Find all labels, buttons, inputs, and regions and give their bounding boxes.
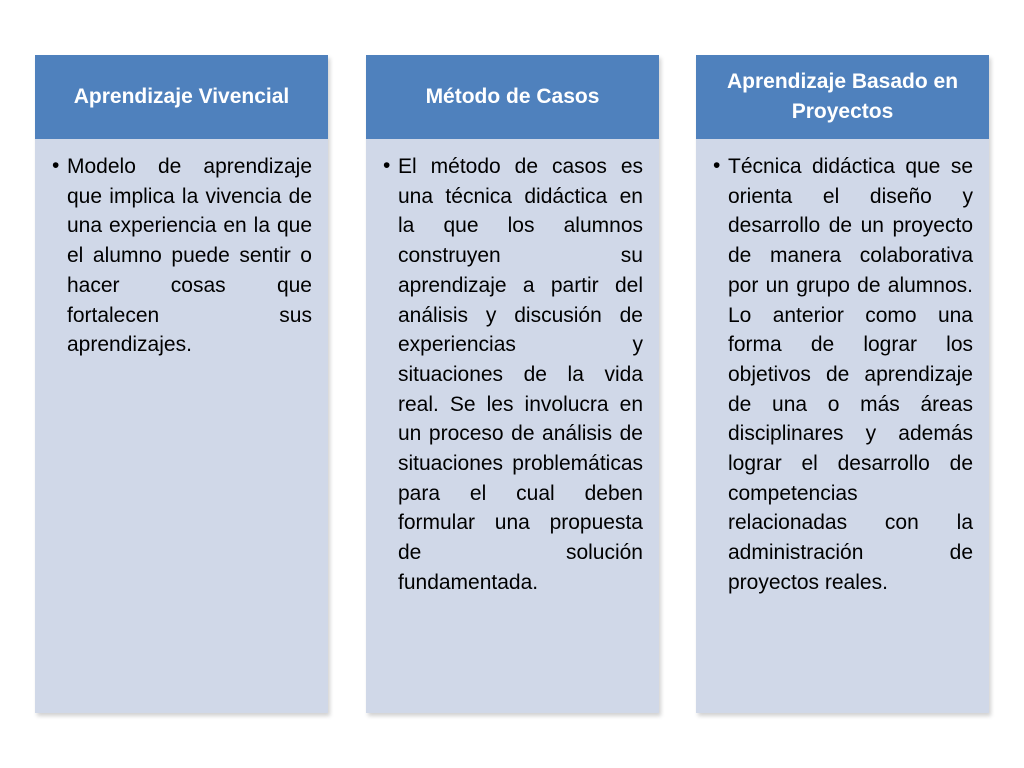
column-metodo-de-casos bbox=[366, 55, 659, 713]
bullet-marker: • bbox=[383, 154, 391, 177]
column-body bbox=[35, 139, 328, 360]
column-aprendizaje-vivencial bbox=[35, 55, 328, 713]
column-header: Método de Casos bbox=[366, 55, 659, 139]
bullet-marker: • bbox=[52, 154, 60, 177]
column-header: Aprendizaje Vivencial bbox=[35, 55, 328, 139]
column-aprendizaje-basado-en-proyectos bbox=[696, 55, 989, 713]
column-header: Aprendizaje Basado en Proyectos bbox=[696, 55, 989, 139]
column-text: Técnica didáctica que se orienta el diseño y desarrollo de un proyecto de manera colaborativa por un grupo de alumnos. Lo anterior como una forma de lograr los objetivos de aprendizaje de una o más áreas disciplinares y además lograr el desarrollo de competencias relacionadas con la administración de proyectos reales. bbox=[728, 155, 973, 594]
bullet-marker: • bbox=[713, 154, 721, 177]
column-text: Modelo de aprendizaje que implica la vivencia de una experiencia en la que el alumno puede sentir o hacer cosas que fortalecen sus aprendizajes. bbox=[67, 155, 312, 357]
column-body bbox=[366, 139, 659, 598]
column-body bbox=[696, 139, 989, 598]
column-text: El método de casos es una técnica didáctica en la que los alumnos construyen su aprendizaje a partir del análisis y discusión de experiencias y situaciones de la vida real. Se les involucra en un proceso de análisis de situaciones problemáticas para el cual deben formular una propuesta de solución fundamentada. bbox=[398, 155, 643, 594]
